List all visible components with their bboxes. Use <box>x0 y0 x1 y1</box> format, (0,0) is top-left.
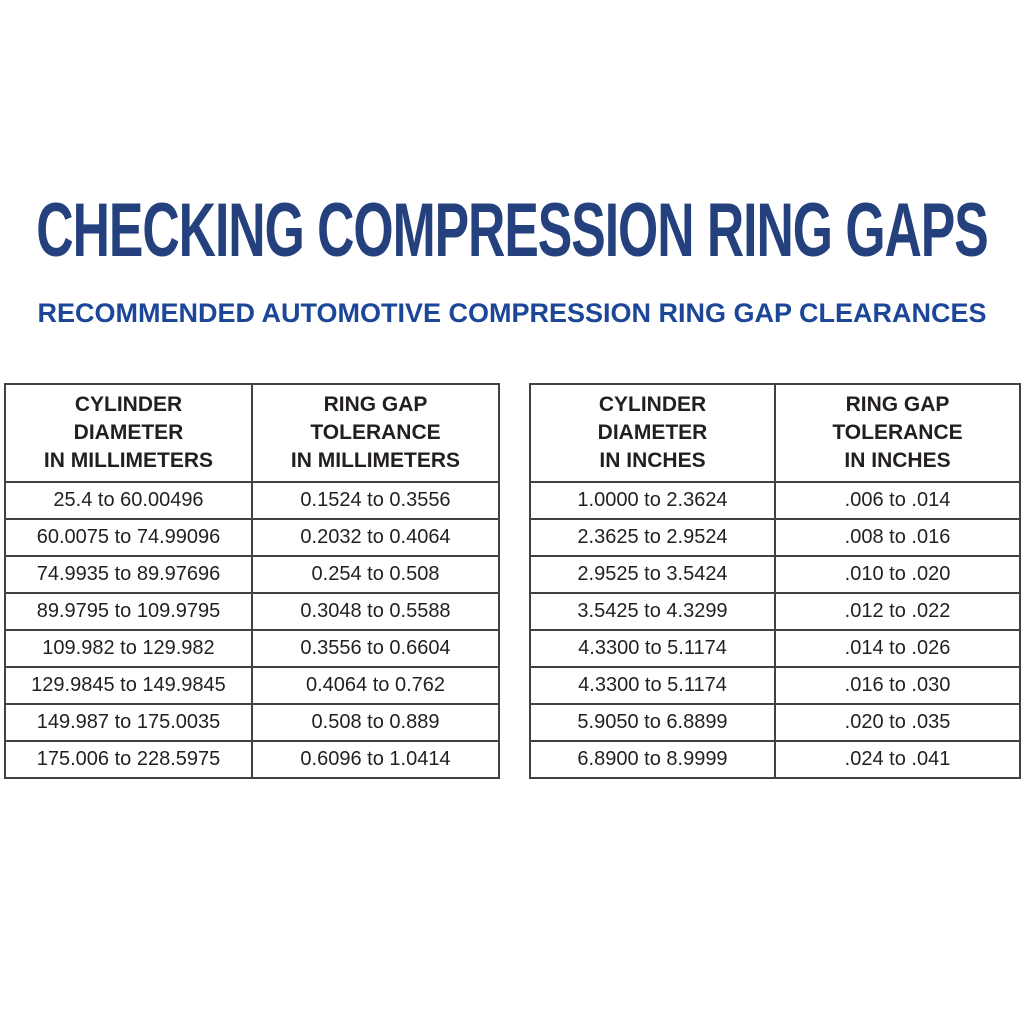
table-row <box>530 482 1020 519</box>
page-subtitle: RECOMMENDED AUTOMOTIVE COMPRESSION RING GAP CLEARANCES <box>37 298 987 328</box>
header-line: IN INCHES <box>844 448 951 472</box>
cell-diameter-in: 2.3625 to 2.9524 <box>530 519 775 556</box>
cell-diameter-in: 1.0000 to 2.3624 <box>530 482 775 519</box>
cell-tolerance-mm: 0.2032 to 0.4064 <box>252 519 499 556</box>
cell-diameter-in: 4.3300 to 5.1174 <box>530 630 775 667</box>
header-line: IN MILLIMETERS <box>43 448 214 472</box>
table-row <box>5 704 499 741</box>
cell-diameter-in: 6.8900 to 8.9999 <box>530 741 775 778</box>
cell-diameter-in: 2.9525 to 3.5424 <box>530 556 775 593</box>
cell-tolerance-in: .008 to .016 <box>775 519 1020 556</box>
cell-tolerance-in: .014 to .026 <box>775 630 1020 667</box>
table-millimeters-body <box>5 482 499 778</box>
table-row <box>5 482 499 519</box>
header-row <box>530 384 1020 482</box>
table-row <box>530 519 1020 556</box>
cell-diameter-mm: 175.006 to 228.5975 <box>5 741 252 778</box>
header-line: TOLERANCE <box>832 421 963 445</box>
cell-diameter-in: 3.5425 to 4.3299 <box>530 593 775 630</box>
cell-tolerance-in: .012 to .022 <box>775 593 1020 630</box>
table-row <box>530 704 1020 741</box>
cell-tolerance-mm: 0.1524 to 0.3556 <box>252 482 499 519</box>
header-cylinder-diameter-in <box>530 384 775 482</box>
table-row <box>5 667 499 704</box>
header-line: CYLINDER <box>598 393 707 417</box>
table-row <box>530 593 1020 630</box>
cell-diameter-mm: 89.9795 to 109.9795 <box>5 593 252 630</box>
header-line: RING GAP <box>323 393 428 417</box>
table-row <box>530 741 1020 778</box>
header-ring-gap-tolerance-mm <box>252 384 499 482</box>
table-millimeters-header <box>5 384 499 482</box>
cell-tolerance-in: .020 to .035 <box>775 704 1020 741</box>
header-line: DIAMETER <box>597 421 708 445</box>
header-cylinder-diameter-mm <box>5 384 252 482</box>
cell-tolerance-in: .010 to .020 <box>775 556 1020 593</box>
header-line: DIAMETER <box>73 421 184 445</box>
header-line: RING GAP <box>845 393 950 417</box>
header-line: CYLINDER <box>74 393 183 417</box>
cell-diameter-in: 5.9050 to 6.8899 <box>530 704 775 741</box>
header-row <box>5 384 499 482</box>
table-row <box>5 593 499 630</box>
cell-diameter-mm: 129.9845 to 149.9845 <box>5 667 252 704</box>
header-line: TOLERANCE <box>310 421 441 445</box>
cell-tolerance-mm: 0.4064 to 0.762 <box>252 667 499 704</box>
cell-diameter-mm: 25.4 to 60.00496 <box>5 482 252 519</box>
cell-diameter-mm: 74.9935 to 89.97696 <box>5 556 252 593</box>
page-title: CHECKING COMPRESSION RING GAPS <box>36 188 988 273</box>
cell-tolerance-in: .016 to .030 <box>775 667 1020 704</box>
table-row <box>530 630 1020 667</box>
table-row <box>5 519 499 556</box>
header-line: IN INCHES <box>599 448 706 472</box>
cell-tolerance-mm: 0.6096 to 1.0414 <box>252 741 499 778</box>
cell-diameter-mm: 109.982 to 129.982 <box>5 630 252 667</box>
table-inches <box>529 383 1021 779</box>
cell-tolerance-mm: 0.254 to 0.508 <box>252 556 499 593</box>
table-inches-body <box>530 482 1020 778</box>
table-inches-header <box>530 384 1020 482</box>
cell-tolerance-in: .024 to .041 <box>775 741 1020 778</box>
table-row <box>5 741 499 778</box>
table-millimeters <box>4 383 500 779</box>
table-row <box>530 556 1020 593</box>
cell-tolerance-mm: 0.508 to 0.889 <box>252 704 499 741</box>
table-row <box>5 630 499 667</box>
header-ring-gap-tolerance-in <box>775 384 1020 482</box>
table-row <box>5 556 499 593</box>
cell-diameter-in: 4.3300 to 5.1174 <box>530 667 775 704</box>
cell-tolerance-in: .006 to .014 <box>775 482 1020 519</box>
cell-diameter-mm: 60.0075 to 74.99096 <box>5 519 252 556</box>
cell-diameter-mm: 149.987 to 175.0035 <box>5 704 252 741</box>
table-row <box>530 667 1020 704</box>
header-line: IN MILLIMETERS <box>290 448 461 472</box>
cell-tolerance-mm: 0.3048 to 0.5588 <box>252 593 499 630</box>
cell-tolerance-mm: 0.3556 to 0.6604 <box>252 630 499 667</box>
